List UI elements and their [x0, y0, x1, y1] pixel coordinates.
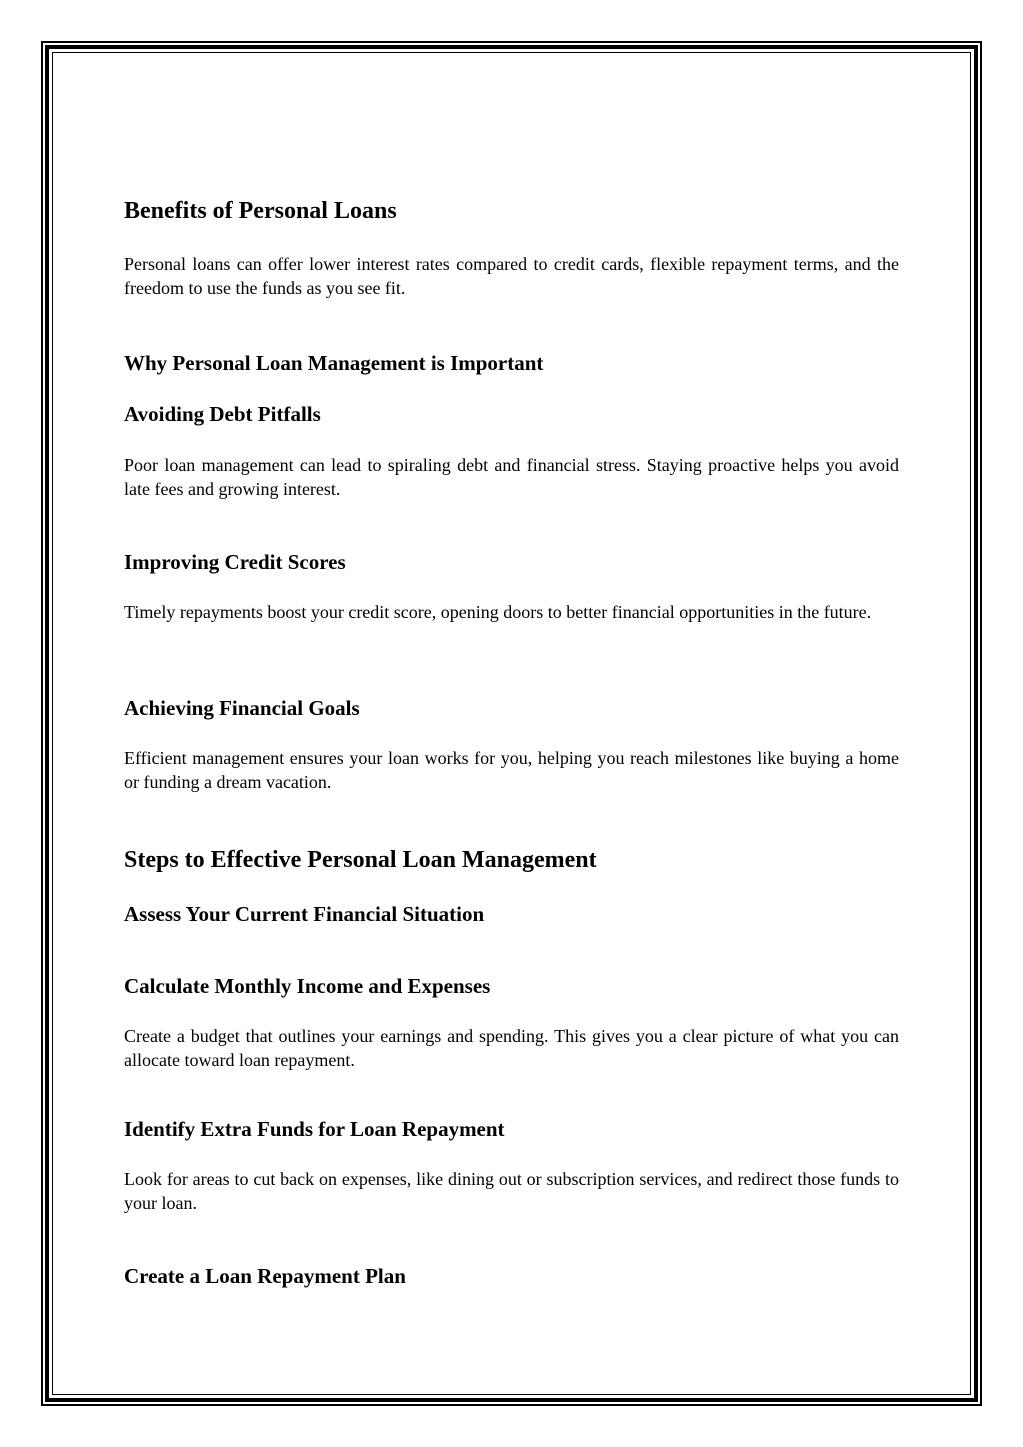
heading-calculate-income-expenses: Calculate Monthly Income and Expenses [124, 974, 491, 998]
heading-achieving-financial-goals: Achieving Financial Goals [124, 696, 360, 720]
paragraph-identify-extra-funds: Look for areas to cut back on expenses, like dining out or subscription services, and redirect those funds to your loan. [124, 1169, 899, 1213]
heading-why-loan-management-important: Why Personal Loan Management is Important [124, 351, 544, 375]
heading-improving-credit-scores: Improving Credit Scores [124, 550, 346, 574]
paragraph-benefits: Personal loans can offer lower interest rates compared to credit cards, flexible repayment terms, and the freedom to use the funds as you see fit. [124, 254, 899, 298]
heading-identify-extra-funds: Identify Extra Funds for Loan Repayment [124, 1117, 505, 1141]
heading-create-repayment-plan: Create a Loan Repayment Plan [124, 1264, 406, 1288]
heading-avoiding-debt-pitfalls: Avoiding Debt Pitfalls [124, 402, 321, 426]
paragraph-achieving-financial-goals: Efficient management ensures your loan works for you, helping you reach milestones like buying a home or funding a dream vacation. [124, 748, 899, 792]
heading-assess-financial-situation: Assess Your Current Financial Situation [124, 902, 485, 926]
heading-benefits-of-personal-loans: Benefits of Personal Loans [124, 198, 397, 224]
paragraph-avoiding-debt-pitfalls: Poor loan management can lead to spiraling debt and financial stress. Staying proactive helps you avoid late fees and growing interest. [124, 455, 899, 499]
paragraph-calculate-income-expenses: Create a budget that outlines your earnings and spending. This gives you a clear picture of what you can allocate toward loan repayment. [124, 1026, 899, 1070]
heading-steps-to-effective-management: Steps to Effective Personal Loan Management [124, 847, 597, 873]
paragraph-improving-credit-scores: Timely repayments boost your credit score, opening doors to better financial opportunities in the future. [124, 602, 872, 622]
